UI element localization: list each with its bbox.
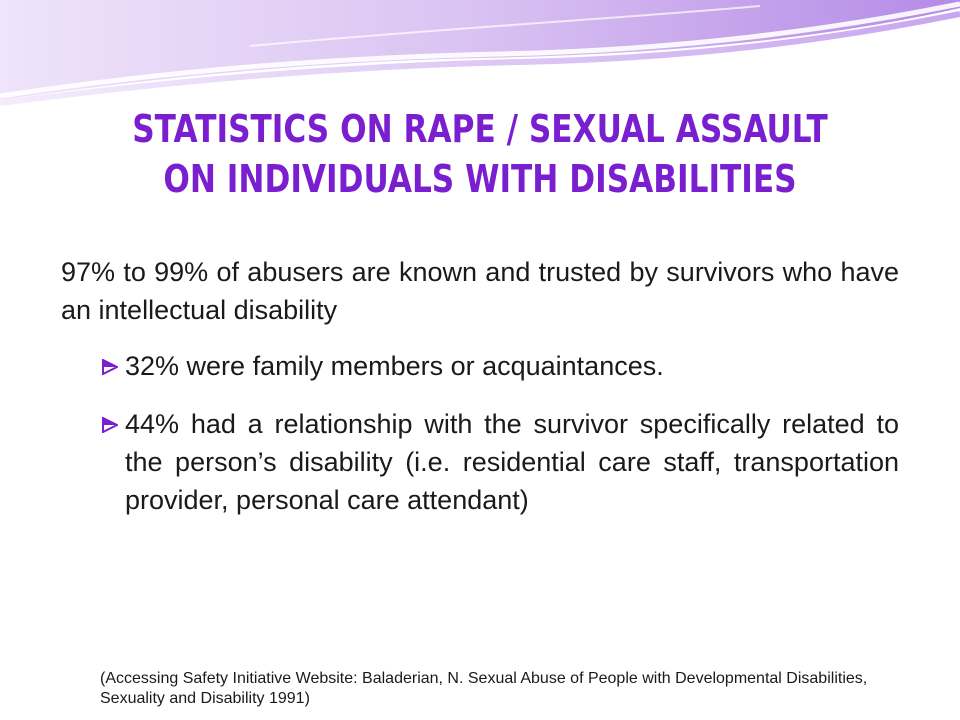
slide-body (61, 253, 899, 539)
slide-title: STATISTICS ON RAPE / SEXUAL ASSAULT ON INDIVIDUALS WITH DISABILITIES (132, 107, 828, 201)
citation-text: (Accessing Safety Initiative Website: Baladerian, N. Sexual Abuse of People with Developmental Disabilities, Sexuality and Disability 1991) (100, 670, 868, 707)
bullet-text: 32% were family members or acquaintances. (125, 351, 664, 381)
bullet-item (61, 347, 899, 385)
arrow-triangle-bullet-icon (102, 417, 118, 433)
intro-text: 97% to 99% of abusers are known and trusted by survivors who have an intellectual disability (61, 257, 899, 325)
arrow-triangle-bullet-icon (102, 359, 118, 375)
bullet-list (61, 347, 899, 519)
decorative-header-wave (0, 0, 960, 110)
bullet-text: 44% had a relationship with the survivor specifically related to the person’s disability (i.e. residential care staff, transportation provider, personal care attendant) (125, 409, 899, 515)
bullet-item (61, 405, 899, 519)
